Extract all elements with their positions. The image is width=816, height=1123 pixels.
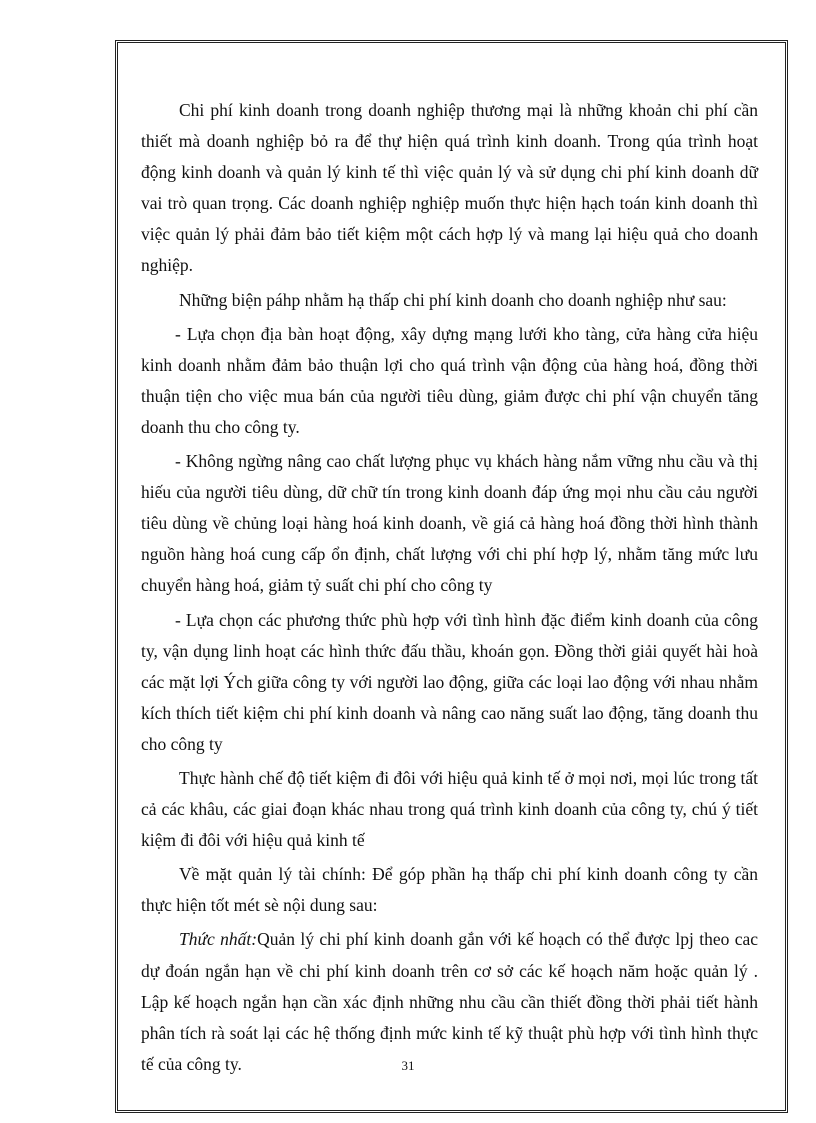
paragraph-intro: Chi phí kinh doanh trong doanh nghiệp thương mại là những khoản chi phí cần thiết mà doanh nghiệp bỏ ra để thự hiện quá trình kinh doanh. Trong qúa trình hoạt động kinh doanh và quản lý kinh tế thì việc quản lý và sử dụng chi phí kinh doanh dữ vai trò quan trọng. Các doanh nghiệp nghiệp muốn thực hiện hạch toán kinh doanh thì việc quản lý phải đảm bảo tiết kiệm một cách hợp lý và mang lại hiệu quả cho doanh nghiệp. (141, 100, 758, 276)
paragraph-measures-heading: Những biện páhp nhằm hạ thấp chi phí kinh doanh cho doanh nghiệp như sau: (179, 289, 727, 310)
paragraph-first-point (141, 924, 758, 1079)
first-point-lead: Thức nhất: (179, 929, 258, 950)
page-number: 31 (401, 1058, 415, 1073)
paragraph-bullet-methods: - Lựa chọn các phương thức phù hợp với tình hình đặc điểm kinh doanh của công ty, vận dụng linh hoạt các hình thức đấu thầu, khoán gọn. Đồng thời giải quyết hài hoà các mặt lợi Ých giữa công ty với người lao động, giữa các loại lao động với nhau nhằm kích thích tiết kiệm chi phí kinh doanh và nâng cao năng suất lao động, tăng doanh thu cho công ty (141, 609, 758, 754)
paragraph-bullet-service-quality: - Không ngừng nâng cao chất lượng phục vụ khách hàng nắm vững nhu cầu và thị hiếu của người tiêu dùng, dữ chữ tín trong kinh doanh đáp ứng mọi nhu cầu cảu người tiêu dùng về chủng loại hàng hoá kinh doanh, về giá cả hàng hoá đồng thời hình thành nguồn hàng hoá cung cấp ổn định, chất lượng với chi phí hợp lý, nhằm tăng mức lưu chuyển hàng hoá, giảm tỷ suất chi phí cho công ty (141, 451, 758, 596)
paragraph-bullet-location: - Lựa chọn địa bàn hoạt động, xây dựng mạng lưới kho tàng, cửa hàng cửa hiệu kinh doanh nhằm đảm bảo thuận lợi cho quá trình vận động của hàng hoá, đồng thời thuận tiện cho việc mua bán của người tiêu dùng, giảm được chi phí vận chuyển tăng doanh thu cho công ty. (141, 323, 758, 437)
paragraph-saving-practice: Thực hành chế độ tiết kiệm đi đôi với hiệu quả kinh tế ở mọi nơi, mọi lúc trong tất cả các khâu, các giai đoạn khác nhau trong quá trình kinh doanh của công ty, chú ý tiết kiệm đi đôi với hiệu quả kinh tế (141, 767, 758, 851)
document-body (141, 95, 758, 1083)
paragraph-financial-management: Về mặt quản lý tài chính: Để góp phần hạ thấp chi phí kinh doanh công ty cần thực hiện tốt mét sè nội dung sau: (141, 864, 758, 916)
first-point-text: Quản lý chi phí kinh doanh gắn với kế hoạch có thể được lpj theo cac dự đoán ngắn hạn về chi phí kinh doanh trên cơ sở các kế hoạch năm hoặc quản lý . Lập kế hoạch ngắn hạn cần xác định những nhu cầu cần thiết đồng thời phải tiết hành phân tích rà soát lại các hệ thống định mức kinh tế kỹ thuật phù hợp với tình hình thực tế của công ty. (141, 929, 758, 1074)
